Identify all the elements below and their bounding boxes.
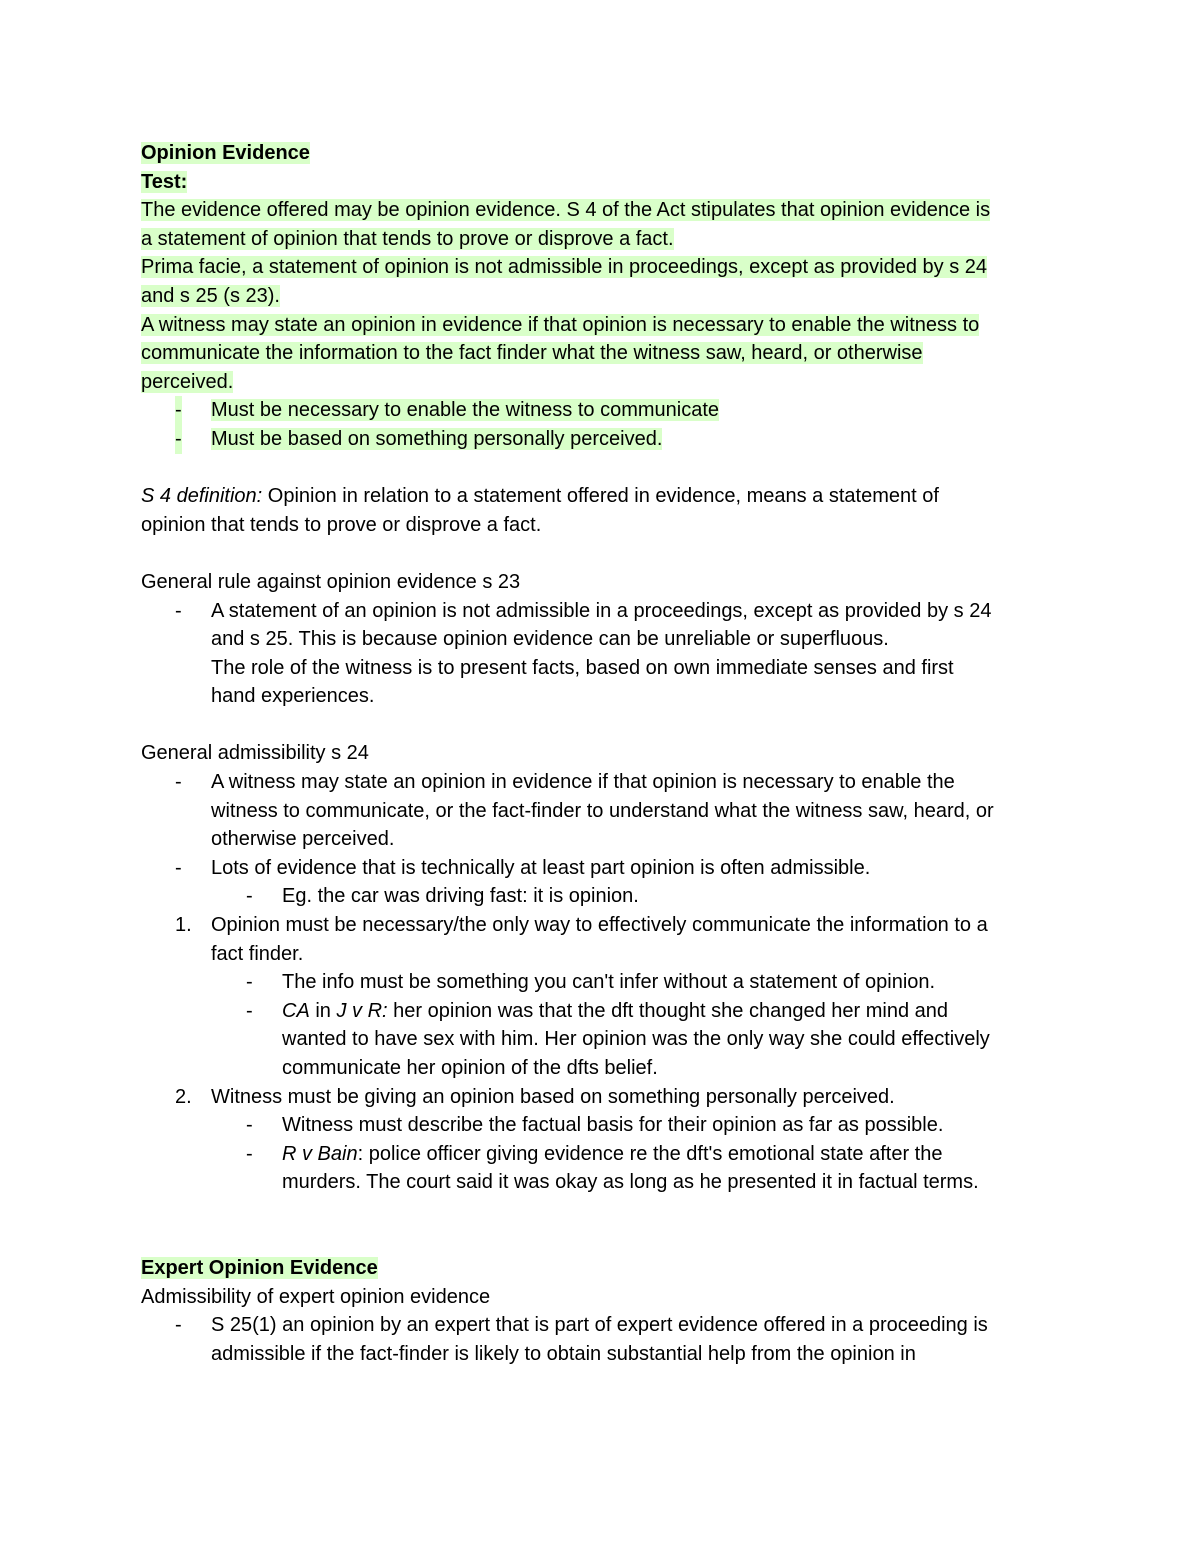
- list-item: [141, 1311, 1071, 1340]
- list-item: [141, 396, 1071, 425]
- sub-list-item: [141, 1111, 1071, 1140]
- paragraph-line: [141, 196, 1071, 225]
- list-item-text: wanted to have sex with him. Her opinion was the only way she could effectively: [282, 1028, 990, 1051]
- list-item-continuation: [141, 797, 1071, 826]
- list-item-text: Opinion must be necessary/the only way to effectively communicate the information to a: [211, 914, 988, 937]
- sub-list-item: [141, 968, 1071, 997]
- list-item-text: S 25(1) an opinion by an expert that is part of expert evidence offered in a proceeding is: [211, 1314, 988, 1337]
- paragraph-line: [141, 339, 1071, 368]
- list-item-text: A statement of an opinion is not admissible in a proceedings, except as provided by s 24: [211, 599, 992, 622]
- court-abbrev: CA: [282, 999, 310, 1022]
- number-marker: 1.: [175, 914, 192, 937]
- paragraph-line: [141, 368, 1071, 397]
- list-item-continuation: [141, 654, 1071, 683]
- highlighted-text: and s 25 (s 23).: [141, 284, 280, 307]
- test-label: Test:: [141, 170, 188, 193]
- subheading-expert-admissibility: [141, 1283, 1071, 1312]
- highlighted-text: communicate the information to the fact finder what the witness saw, heard, or otherwise: [141, 342, 923, 365]
- list-item-text: in: [309, 999, 337, 1022]
- paragraph-line: [141, 282, 1071, 311]
- numbered-item: [141, 911, 1071, 940]
- highlighted-text: The evidence offered may be opinion evidence. S 4 of the Act stipulates that opinion evidence is: [141, 199, 991, 222]
- list-item-text: Witness must describe the factual basis for their opinion as far as possible.: [282, 1114, 944, 1137]
- subheading-general-admissibility: [141, 739, 1071, 768]
- highlighted-text: perceived.: [141, 370, 234, 393]
- numbered-item: [141, 1083, 1071, 1112]
- definition-line: [141, 511, 1071, 540]
- blank-line: [141, 454, 1071, 483]
- heading-text: Expert Opinion Evidence: [141, 1257, 378, 1280]
- list-item-text: and s 25. This is because opinion evidence can be unreliable or superfluous.: [211, 628, 889, 651]
- definition-line: [141, 482, 1071, 511]
- list-item-text: fact finder.: [211, 942, 304, 965]
- list-item-continuation: [141, 1168, 1071, 1197]
- dash-marker: -: [246, 999, 253, 1022]
- dash-marker: -: [175, 396, 182, 425]
- list-item-text: admissible if the fact-finder is likely to obtain substantial help from the opinion in: [211, 1342, 916, 1365]
- heading-text: Opinion Evidence: [141, 142, 310, 164]
- dash-marker: -: [246, 885, 253, 908]
- list-item-text: Must be necessary to enable the witness to communicate: [211, 399, 720, 422]
- dash-marker: -: [246, 1142, 253, 1165]
- subheading-text: Admissibility of expert opinion evidence: [141, 1285, 491, 1308]
- definition-label: S 4 definition:: [141, 485, 263, 508]
- list-item-text: hand experiences.: [211, 685, 375, 708]
- list-item-continuation: [141, 940, 1071, 969]
- list-item: [141, 854, 1071, 883]
- list-item-text: communicate her opinion of the dfts belief.: [282, 1057, 658, 1079]
- dash-marker: -: [175, 599, 182, 622]
- list-item-text: her opinion was that the dft thought she changed her mind and: [387, 999, 948, 1022]
- list-item: [141, 768, 1071, 797]
- dash-marker: -: [175, 425, 182, 454]
- document-page: [141, 139, 1071, 1369]
- dash-marker: -: [175, 1314, 182, 1337]
- list-item-text: Witness must be giving an opinion based on something personally perceived.: [211, 1085, 895, 1108]
- list-item-continuation: [141, 1025, 1071, 1054]
- list-item-text: Lots of evidence that is technically at least part opinion is often admissible.: [211, 856, 871, 879]
- list-item-continuation: [141, 682, 1071, 711]
- case-name: J v R:: [336, 999, 388, 1022]
- highlighted-text: A witness may state an opinion in evidence if that opinion is necessary to enable the witness to: [141, 313, 980, 336]
- test-label-line: [141, 168, 1071, 197]
- list-item-continuation: [141, 625, 1071, 654]
- list-item-text: Must be based on something personally perceived.: [211, 427, 663, 450]
- blank-line: [141, 539, 1071, 568]
- section-heading-expert: [141, 1254, 1071, 1283]
- sub-list-item: [141, 882, 1071, 911]
- dash-marker: -: [175, 856, 182, 879]
- definition-text: Opinion in relation to a statement offered in evidence, means a statement of: [262, 485, 939, 508]
- dash-marker: -: [246, 1114, 253, 1137]
- blank-line: [141, 711, 1071, 740]
- definition-text: opinion that tends to prove or disprove a fact.: [141, 513, 542, 536]
- subheading-general-rule: [141, 568, 1071, 597]
- list-item-text: murders. The court said it was okay as long as he presented it in factual terms.: [282, 1171, 979, 1194]
- list-item: [141, 425, 1071, 454]
- list-item-text: witness to communicate, or the fact-finder to understand what the witness saw, heard, or: [211, 799, 994, 822]
- list-item-text: otherwise perceived.: [211, 828, 395, 851]
- list-item-continuation: [141, 825, 1071, 854]
- section-heading-opinion: [141, 139, 1071, 168]
- sub-list-item: [141, 1140, 1071, 1169]
- paragraph-line: [141, 225, 1071, 254]
- list-item-text: Eg. the car was driving fast: it is opinion.: [282, 885, 639, 908]
- highlighted-text: a statement of opinion that tends to prove or disprove a fact.: [141, 227, 674, 250]
- blank-line: [141, 1197, 1071, 1254]
- list-item-text: A witness may state an opinion in evidence if that opinion is necessary to enable the: [211, 771, 955, 794]
- list-item-text: : police officer giving evidence re the dft's emotional state after the: [357, 1142, 943, 1165]
- list-item: [141, 597, 1071, 626]
- dash-marker: -: [175, 771, 182, 794]
- subheading-text: General admissibility s 24: [141, 742, 369, 765]
- sub-list-item: [141, 997, 1071, 1026]
- list-item-text: The info must be something you can't infer without a statement of opinion.: [282, 971, 936, 994]
- dash-marker: -: [246, 971, 253, 994]
- highlighted-text: Prima facie, a statement of opinion is not admissible in proceedings, except as provided by s 24: [141, 256, 988, 279]
- paragraph-line: [141, 311, 1071, 340]
- paragraph-line: [141, 253, 1071, 282]
- list-item-continuation: [141, 1340, 1071, 1369]
- number-marker: 2.: [175, 1085, 192, 1108]
- case-name: R v Bain: [282, 1142, 358, 1165]
- subheading-text: General rule against opinion evidence s 23: [141, 570, 521, 593]
- list-item-continuation: [141, 1054, 1071, 1083]
- list-item-text: The role of the witness is to present facts, based on own immediate senses and first: [211, 656, 954, 679]
